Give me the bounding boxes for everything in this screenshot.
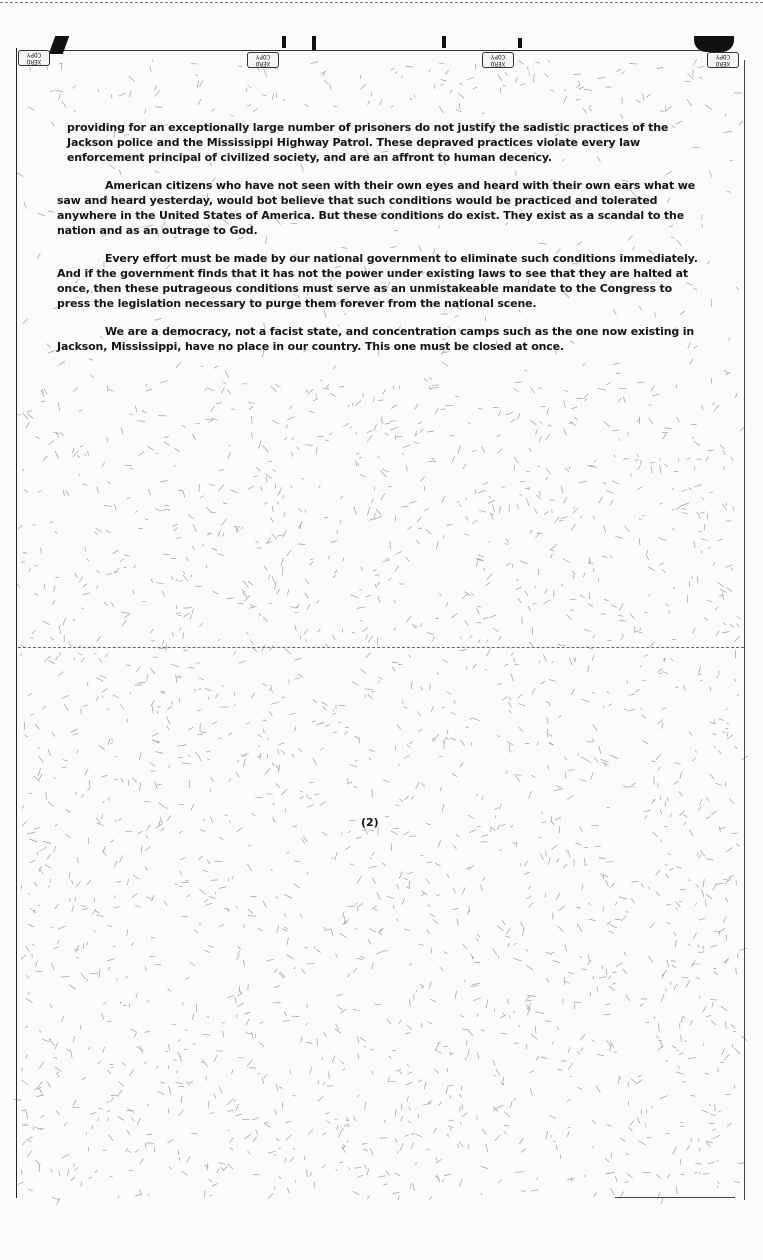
document-body [57, 120, 707, 367]
xero-copy-stamp-4: XERO COPY [707, 52, 739, 68]
paragraph-4: We are a democracy, not a facist state, and concentration camps such as the one now existing in Jackson, Mississippi, have no place in our country. This one must be closed at once. [57, 325, 695, 353]
binder-clip-mid-left-2 [312, 36, 316, 50]
paragraph-1: providing for an exceptionally large number of prisoners do not justify the sadistic practices of the Jackson police and the Mississippi Highway Patrol. These depraved practices violate every law enforcement principal of civilized society, and are an affront to human decency. [67, 121, 669, 164]
page-number: (2) [361, 816, 379, 829]
binder-clip-mid-left [282, 36, 286, 48]
paragraph-2: American citizens who have not seen with their own eyes and heard with their own ears what we saw and heard yesterday, would bot believe that such conditions would be practiced and tolerated anywhere in the United States of America. But these conditions do exist. They exist as a scandal to the nation and as an outrage to God. [57, 179, 696, 237]
xero-copy-stamp-3: XERO COPY [482, 52, 514, 68]
binder-clip-mid-right-2 [518, 38, 522, 48]
xero-copy-stamp-2: XERO COPY [247, 52, 279, 68]
xero-copy-stamp-1: XERO COPY [18, 50, 50, 66]
paragraph-3: Every effort must be made by our national government to eliminate such conditions immediately. And if the government finds that it has not the power under existing laws to see that they are halted at once, then these putrageous conditions must serve as an unmistakeable mandate to the Congress to press the legislation necessary to purge them forever from the national scene. [57, 252, 698, 310]
binder-clip-mid-right [442, 36, 446, 48]
binder-clip-right [694, 36, 734, 52]
